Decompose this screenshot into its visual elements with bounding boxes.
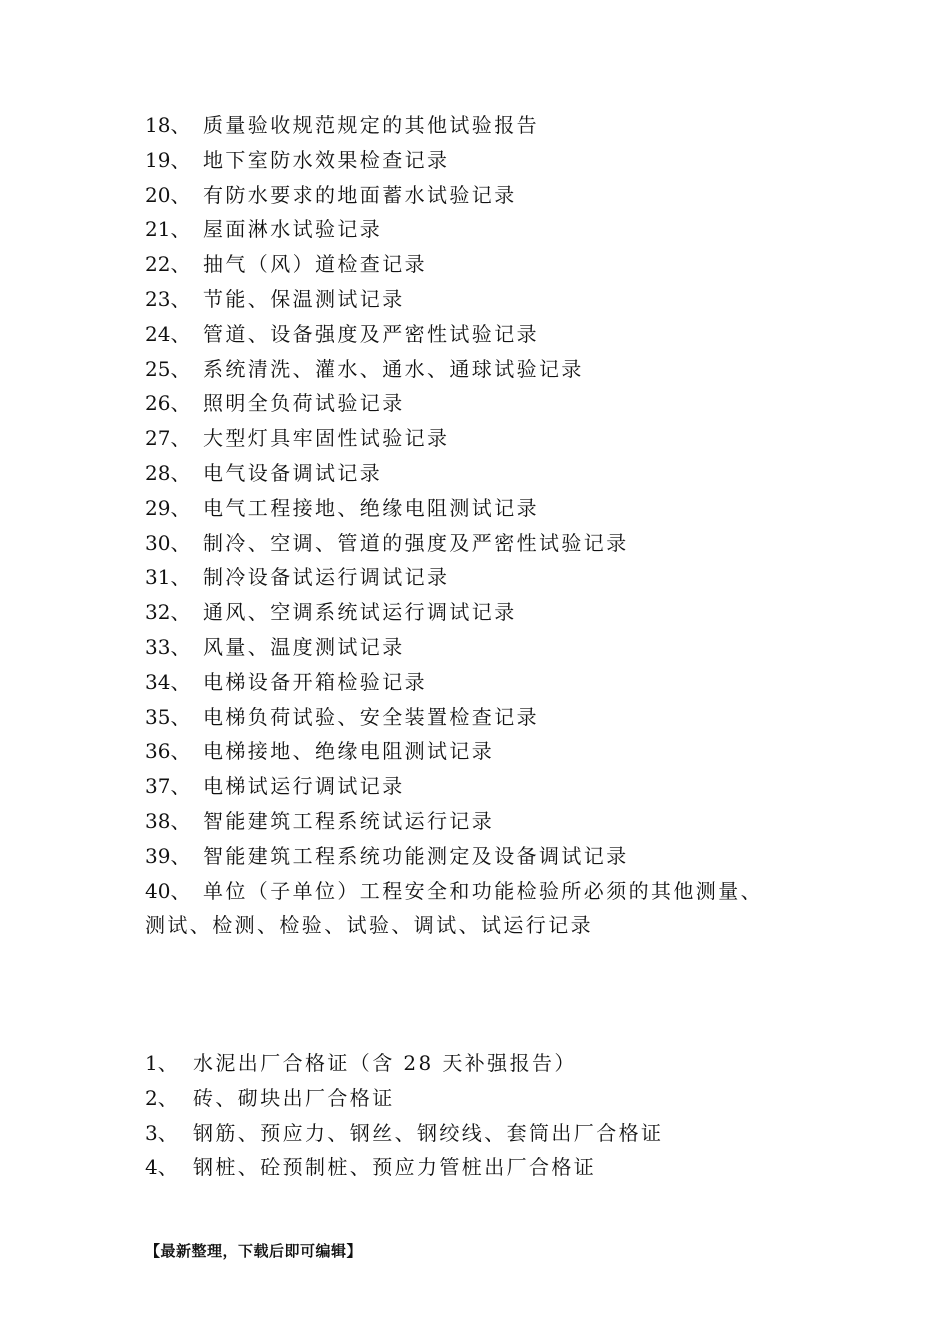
test-records-list: [145, 108, 805, 943]
list-item: [145, 839, 805, 874]
list-item: [145, 595, 805, 630]
item-text: 水泥出厂合格证（含 28 天补强报告）: [193, 1051, 577, 1075]
item-number: 33、: [145, 634, 191, 659]
item-number: 20、: [145, 182, 191, 207]
item-text: 系统清洗、灌水、通水、通球试验记录: [203, 356, 584, 381]
list-item: [145, 1150, 805, 1185]
item-text: 有防水要求的地面蓄水试验记录: [203, 182, 517, 207]
item-text: 地下室防水效果检查记录: [203, 147, 450, 172]
item-number: 1、: [145, 1051, 178, 1075]
item-text: 风量、温度测试记录: [203, 634, 405, 659]
item-number: 38、: [145, 808, 191, 833]
list-item: [145, 700, 805, 735]
item-text: 节能、保温测试记录: [203, 286, 405, 311]
list-item: [145, 769, 805, 804]
item-number: 3、: [145, 1120, 178, 1145]
item-number: 36、: [145, 739, 191, 764]
list-item: [145, 526, 805, 561]
list-item: [145, 386, 805, 421]
list-item: [145, 1081, 805, 1116]
item-number: 27、: [145, 426, 191, 451]
list-item: [145, 560, 805, 595]
item-text: 智能建筑工程系统功能测定及设备调试记录: [203, 843, 629, 868]
list-item: [145, 108, 805, 143]
footer-note: 【最新整理，下载后即可编辑】: [145, 1242, 363, 1260]
list-item: [145, 421, 805, 456]
list-item: [145, 665, 805, 700]
item-number: 39、: [145, 843, 191, 868]
item-text: 单位（子单位）工程安全和功能检验所必须的其他测量、: [203, 878, 763, 903]
item-number: 31、: [145, 565, 191, 590]
list-item: [145, 1116, 805, 1151]
list-item: [145, 317, 805, 352]
item-number: 18、: [145, 113, 191, 137]
item-text: 制冷、空调、管道的强度及严密性试验记录: [203, 530, 629, 555]
item-number: 32、: [145, 600, 191, 625]
item-text: 钢桩、砼预制桩、预应力管桩出厂合格证: [193, 1155, 597, 1180]
item-number: 21、: [145, 217, 191, 242]
list-item: [145, 1046, 805, 1081]
item-text: 钢筋、预应力、钢丝、钢绞线、套筒出厂合格证: [193, 1120, 664, 1145]
list-item: [145, 352, 805, 387]
item-text: 电梯负荷试验、安全装置检查记录: [203, 704, 539, 729]
list-item: [145, 734, 805, 769]
list-item: [145, 630, 805, 665]
item-number: 35、: [145, 704, 191, 729]
list-item: [145, 491, 805, 526]
item-text: 砖、砌块出厂合格证: [193, 1085, 395, 1110]
list-item: [145, 143, 805, 178]
item-text: 照明全负荷试验记录: [203, 391, 405, 416]
item-number: 28、: [145, 460, 191, 485]
item-text: 通风、空调系统试运行调试记录: [203, 600, 517, 625]
item-text: 屋面淋水试验记录: [203, 217, 383, 242]
item-number: 40、: [145, 878, 191, 903]
list-item-40-line2: [145, 908, 805, 943]
item-number: 29、: [145, 495, 191, 520]
item-number: 23、: [145, 286, 191, 311]
item-text: 电梯试运行调试记录: [203, 774, 405, 799]
item-number: 19、: [145, 147, 191, 172]
item-text: 大型灯具牢固性试验记录: [203, 426, 450, 451]
item-number: 34、: [145, 669, 191, 694]
item-text: 电梯接地、绝缘电阻测试记录: [203, 739, 495, 764]
item-text-continued: 测试、检测、检验、试验、调试、试运行记录: [145, 913, 593, 938]
item-text: 电气设备调试记录: [203, 460, 383, 485]
list-item: [145, 247, 805, 282]
list-item: [145, 212, 805, 247]
list-item: [145, 456, 805, 491]
item-number: 25、: [145, 356, 191, 381]
item-text: 制冷设备试运行调试记录: [203, 565, 450, 590]
list-item: [145, 178, 805, 213]
item-number: 24、: [145, 321, 191, 346]
item-number: 22、: [145, 252, 191, 277]
list-item: [145, 282, 805, 317]
item-text: 质量验收规范规定的其他试验报告: [203, 113, 539, 137]
item-text: 抽气（风）道检查记录: [203, 252, 427, 277]
list-item-40-line1: [145, 874, 805, 909]
item-text: 智能建筑工程系统试运行记录: [203, 808, 495, 833]
item-number: 4、: [145, 1155, 178, 1180]
item-number: 37、: [145, 774, 191, 799]
item-text: 电气工程接地、绝缘电阻测试记录: [203, 495, 539, 520]
list-item: [145, 804, 805, 839]
item-number: 26、: [145, 391, 191, 416]
item-text: 管道、设备强度及严密性试验记录: [203, 321, 539, 346]
item-number: 2、: [145, 1085, 178, 1110]
certificates-list: [145, 1046, 805, 1185]
item-number: 30、: [145, 530, 191, 555]
item-text: 电梯设备开箱检验记录: [203, 669, 427, 694]
